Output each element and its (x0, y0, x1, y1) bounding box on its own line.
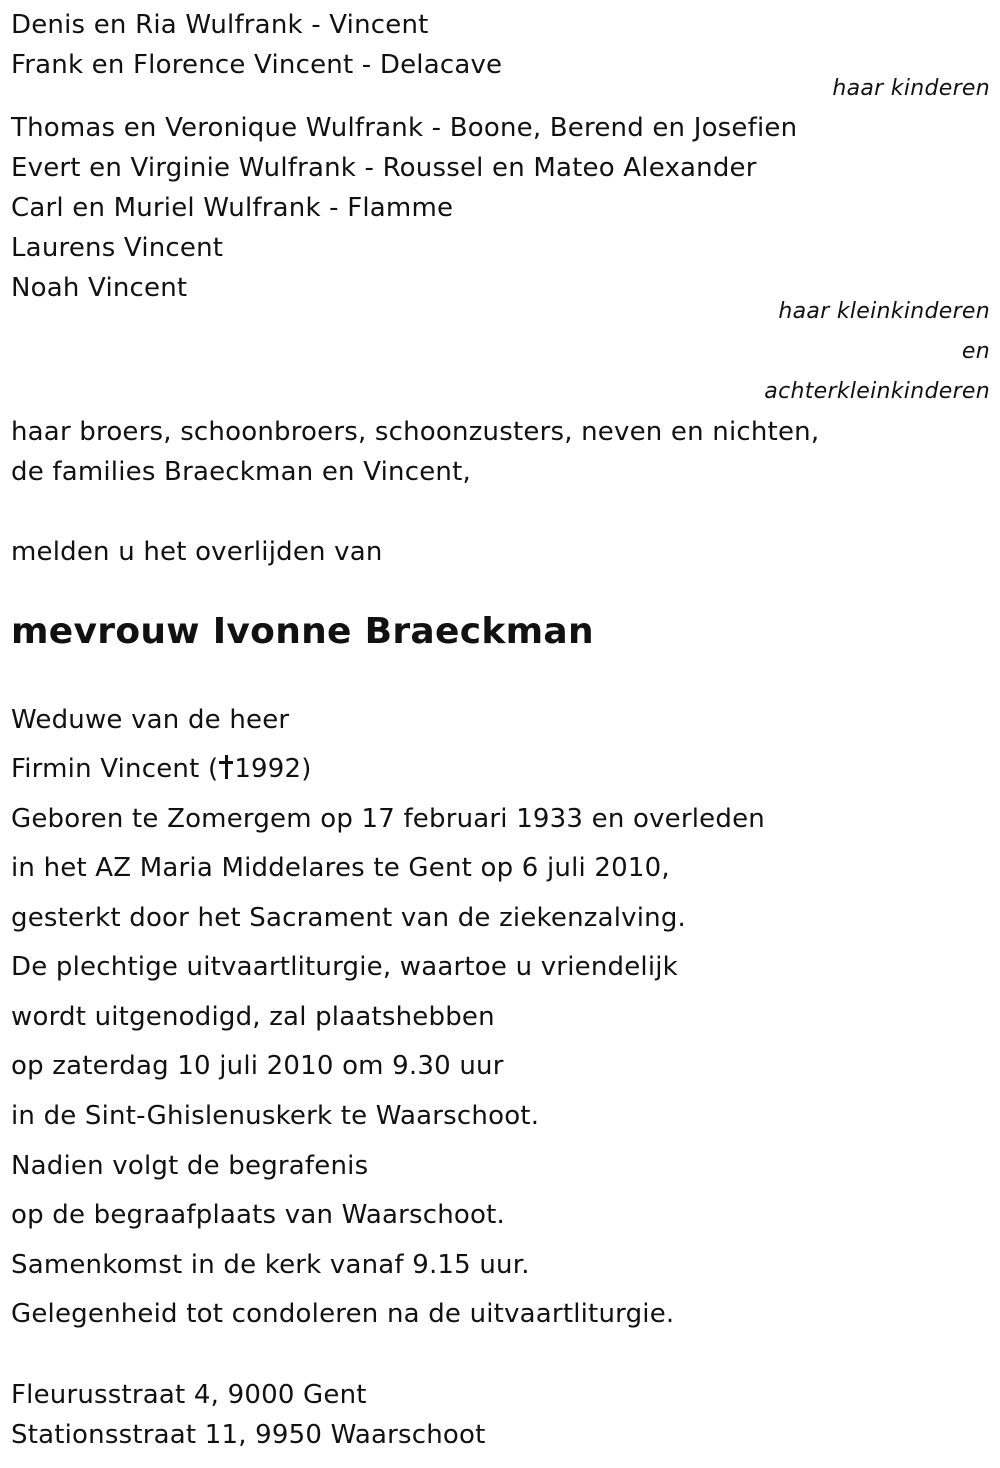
grandchild-line: Carl en Muriel Wulfrank - Flamme (11, 193, 454, 223)
detail-line: in de Sint-Ghislenuskerk te Waarschoot. (11, 1101, 540, 1131)
family-line: haar broers, schoonbroers, schoonzusters, neven en nichten, (11, 417, 820, 447)
detail-line: De plechtige uitvaartliturgie, waartoe u vriendelijk (11, 952, 678, 982)
grandchildren-note: en (961, 339, 990, 364)
detail-line: op de begraafplaats van Waarschoot. (11, 1200, 506, 1230)
husband-line (11, 754, 312, 784)
detail-line: Geboren te Zomergem op 17 februari 1933 en overleden (11, 804, 765, 834)
grandchild-line: Evert en Virginie Wulfrank - Roussel en Mateo Alexander (11, 153, 757, 183)
detail-line: Gelegenheid tot condoleren na de uitvaartliturgie. (11, 1299, 675, 1329)
grandchildren-note: haar kleinkinderen (778, 299, 990, 324)
detail-line: Samenkomst in de kerk vanaf 9.15 uur. (11, 1250, 530, 1280)
address-line: Stationsstraat 11, 9950 Waarschoot (11, 1420, 486, 1450)
family-line: de families Braeckman en Vincent, (11, 457, 471, 487)
address-line: Fleurusstraat 4, 9000 Gent (11, 1380, 367, 1410)
grandchild-line: Laurens Vincent (11, 233, 224, 263)
child-line: Frank en Florence Vincent - Delacave (11, 50, 503, 80)
deceased-name: mevrouw Ivonne Braeckman (11, 611, 594, 652)
announcement-text: melden u het overlijden van (11, 537, 383, 567)
detail-line: in het AZ Maria Middelares te Gent op 6 juli 2010, (11, 853, 670, 883)
detail-line: wordt uitgenodigd, zal plaatshebben (11, 1002, 495, 1032)
detail-line: Nadien volgt de begrafenis (11, 1151, 369, 1181)
husband-death-year: 1992) (234, 754, 312, 784)
detail-line: op zaterdag 10 juli 2010 om 9.30 uur (11, 1051, 504, 1081)
widow-of-line: Weduwe van de heer (11, 705, 290, 735)
husband-name: Firmin Vincent ( (11, 754, 219, 784)
cross-icon (219, 755, 233, 779)
child-line: Denis en Ria Wulfrank - Vincent (11, 10, 429, 40)
grandchild-line: Thomas en Veronique Wulfrank - Boone, Berend en Josefien (11, 113, 798, 143)
detail-line: gesterkt door het Sacrament van de ziekenzalving. (11, 903, 687, 933)
grandchild-line: Noah Vincent (11, 273, 188, 303)
grandchildren-note: achterkleinkinderen (764, 379, 990, 404)
children-note: haar kinderen (832, 76, 990, 101)
